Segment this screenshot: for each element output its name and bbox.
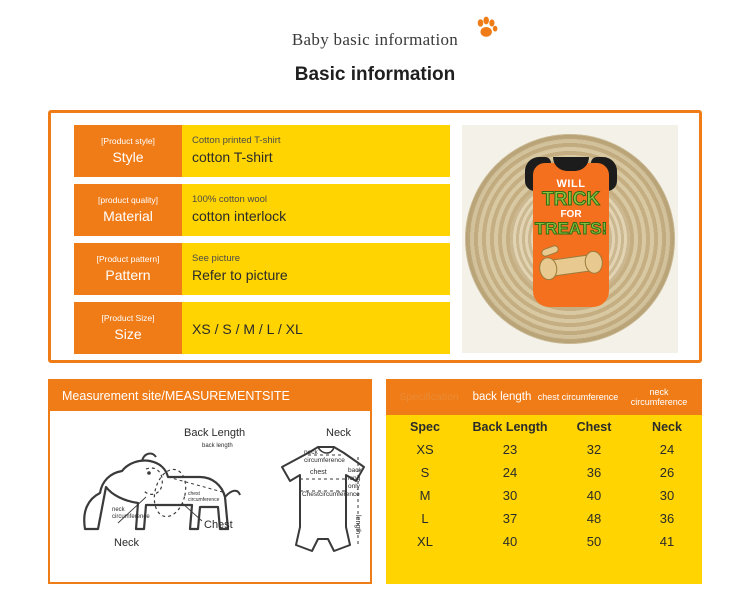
table-row xyxy=(386,530,702,553)
info-row-material xyxy=(74,184,450,236)
measurement-header: Measurement site/MEASUREMENTSITE xyxy=(50,381,370,411)
row-value-material xyxy=(182,184,450,236)
row-value-bottom: XS / S / M / L / XL xyxy=(192,320,303,337)
info-row-pattern xyxy=(74,243,450,295)
spec-band-back-length: back length xyxy=(472,391,532,403)
row-value-top: See picture xyxy=(192,253,241,264)
table-row xyxy=(386,484,702,507)
table-row xyxy=(386,461,702,484)
dog-tshirt xyxy=(525,149,617,307)
cell-chest: 50 xyxy=(586,534,602,549)
spec-band-specification: Specification xyxy=(399,391,459,403)
table-row xyxy=(386,438,702,461)
label-neck-circumference: neck circumference xyxy=(112,507,150,520)
page-header xyxy=(0,0,750,96)
table-header-row xyxy=(386,415,702,438)
row-label-style xyxy=(74,125,182,177)
label-neck-circumference-2: neck circumference xyxy=(304,449,345,464)
product-photo xyxy=(462,125,678,353)
row-label-bottom: Material xyxy=(103,208,153,224)
page-title: Basic information xyxy=(294,64,456,85)
cell-chest: 36 xyxy=(586,465,602,480)
row-label-top: [Product Size] xyxy=(101,313,155,323)
row-value-top: Cotton printed T-shirt xyxy=(192,135,281,146)
label-chest: Chest xyxy=(204,519,233,531)
cell-neck: 24 xyxy=(659,442,675,457)
cell-chest: 48 xyxy=(586,511,602,526)
cell-neck: 26 xyxy=(659,465,675,480)
row-label-material xyxy=(74,184,182,236)
label-back-length: Back Length xyxy=(184,427,246,439)
th-back-length: Back Length xyxy=(472,420,548,434)
spec-top-band xyxy=(386,379,702,415)
cell-back-length: 24 xyxy=(502,465,518,480)
table-row xyxy=(386,507,702,530)
row-value-bottom: cotton interlock xyxy=(192,208,287,224)
cell-chest: 40 xyxy=(586,488,602,503)
shirt-text-line-2: TRICK xyxy=(541,189,601,211)
page-subtitle: Baby basic information xyxy=(291,30,459,49)
shirt-text-line-1: WILL xyxy=(556,178,586,190)
row-value-style xyxy=(182,125,450,177)
row-label-top: [Product pattern] xyxy=(96,254,160,264)
label-back-long-only: back long only xyxy=(348,467,362,490)
measurement-diagram xyxy=(50,411,370,582)
label-neck: Neck xyxy=(326,427,352,439)
info-row-style xyxy=(74,125,450,177)
size-table xyxy=(386,415,702,553)
cell-back-length: 30 xyxy=(502,488,518,503)
label-neck-2: Neck xyxy=(114,537,140,549)
label-length: length xyxy=(354,515,361,535)
spec-band-chest-circumference: chest circumference xyxy=(537,392,619,402)
row-value-bottom: Refer to picture xyxy=(192,267,288,283)
cell-neck: 36 xyxy=(659,511,675,526)
cell-spec: L xyxy=(421,511,429,526)
cell-back-length: 40 xyxy=(502,534,518,549)
spec-band-neck-circumference: neck circumference xyxy=(630,387,688,407)
label-chest-circumference: chest circumference xyxy=(188,491,220,503)
cell-neck: 30 xyxy=(659,488,675,503)
cell-spec: M xyxy=(419,488,431,503)
row-label-bottom: Size xyxy=(114,326,142,342)
specification-panel xyxy=(386,379,702,584)
th-chest: Chest xyxy=(576,420,612,434)
shirt-print-text xyxy=(525,179,617,237)
label-chest-2: chest xyxy=(310,469,327,476)
row-label-size xyxy=(74,302,182,354)
basic-information-panel xyxy=(48,110,702,363)
row-label-top: [product quality] xyxy=(97,195,158,205)
info-row-size xyxy=(74,302,450,354)
cell-spec: XL xyxy=(417,534,433,549)
row-label-bottom: Style xyxy=(112,149,144,165)
cell-back-length: 37 xyxy=(502,511,518,526)
th-spec: Spec xyxy=(410,420,440,434)
row-value-top: 100% cotton wool xyxy=(192,194,267,205)
cell-back-length: 23 xyxy=(502,442,518,457)
cell-neck: 41 xyxy=(659,534,675,549)
row-label-bottom: Pattern xyxy=(105,267,151,283)
label-chest-circumference-2: Chestcircumference xyxy=(302,491,360,498)
row-label-top: [Product style] xyxy=(101,136,155,146)
row-value-size xyxy=(182,302,450,354)
cell-chest: 32 xyxy=(586,442,602,457)
cell-spec: XS xyxy=(416,442,434,457)
label-back-length-small: back length xyxy=(202,443,233,449)
th-neck: Neck xyxy=(652,420,682,434)
row-value-pattern xyxy=(182,243,450,295)
info-rows xyxy=(74,125,450,361)
shirt-text-line-4: TREATS! xyxy=(534,218,608,238)
row-label-pattern xyxy=(74,243,182,295)
shirt-text-line-3: FOR xyxy=(560,208,582,220)
measurement-panel xyxy=(48,379,372,584)
cell-spec: S xyxy=(420,465,430,480)
row-value-bottom: cotton T-shirt xyxy=(192,149,273,165)
